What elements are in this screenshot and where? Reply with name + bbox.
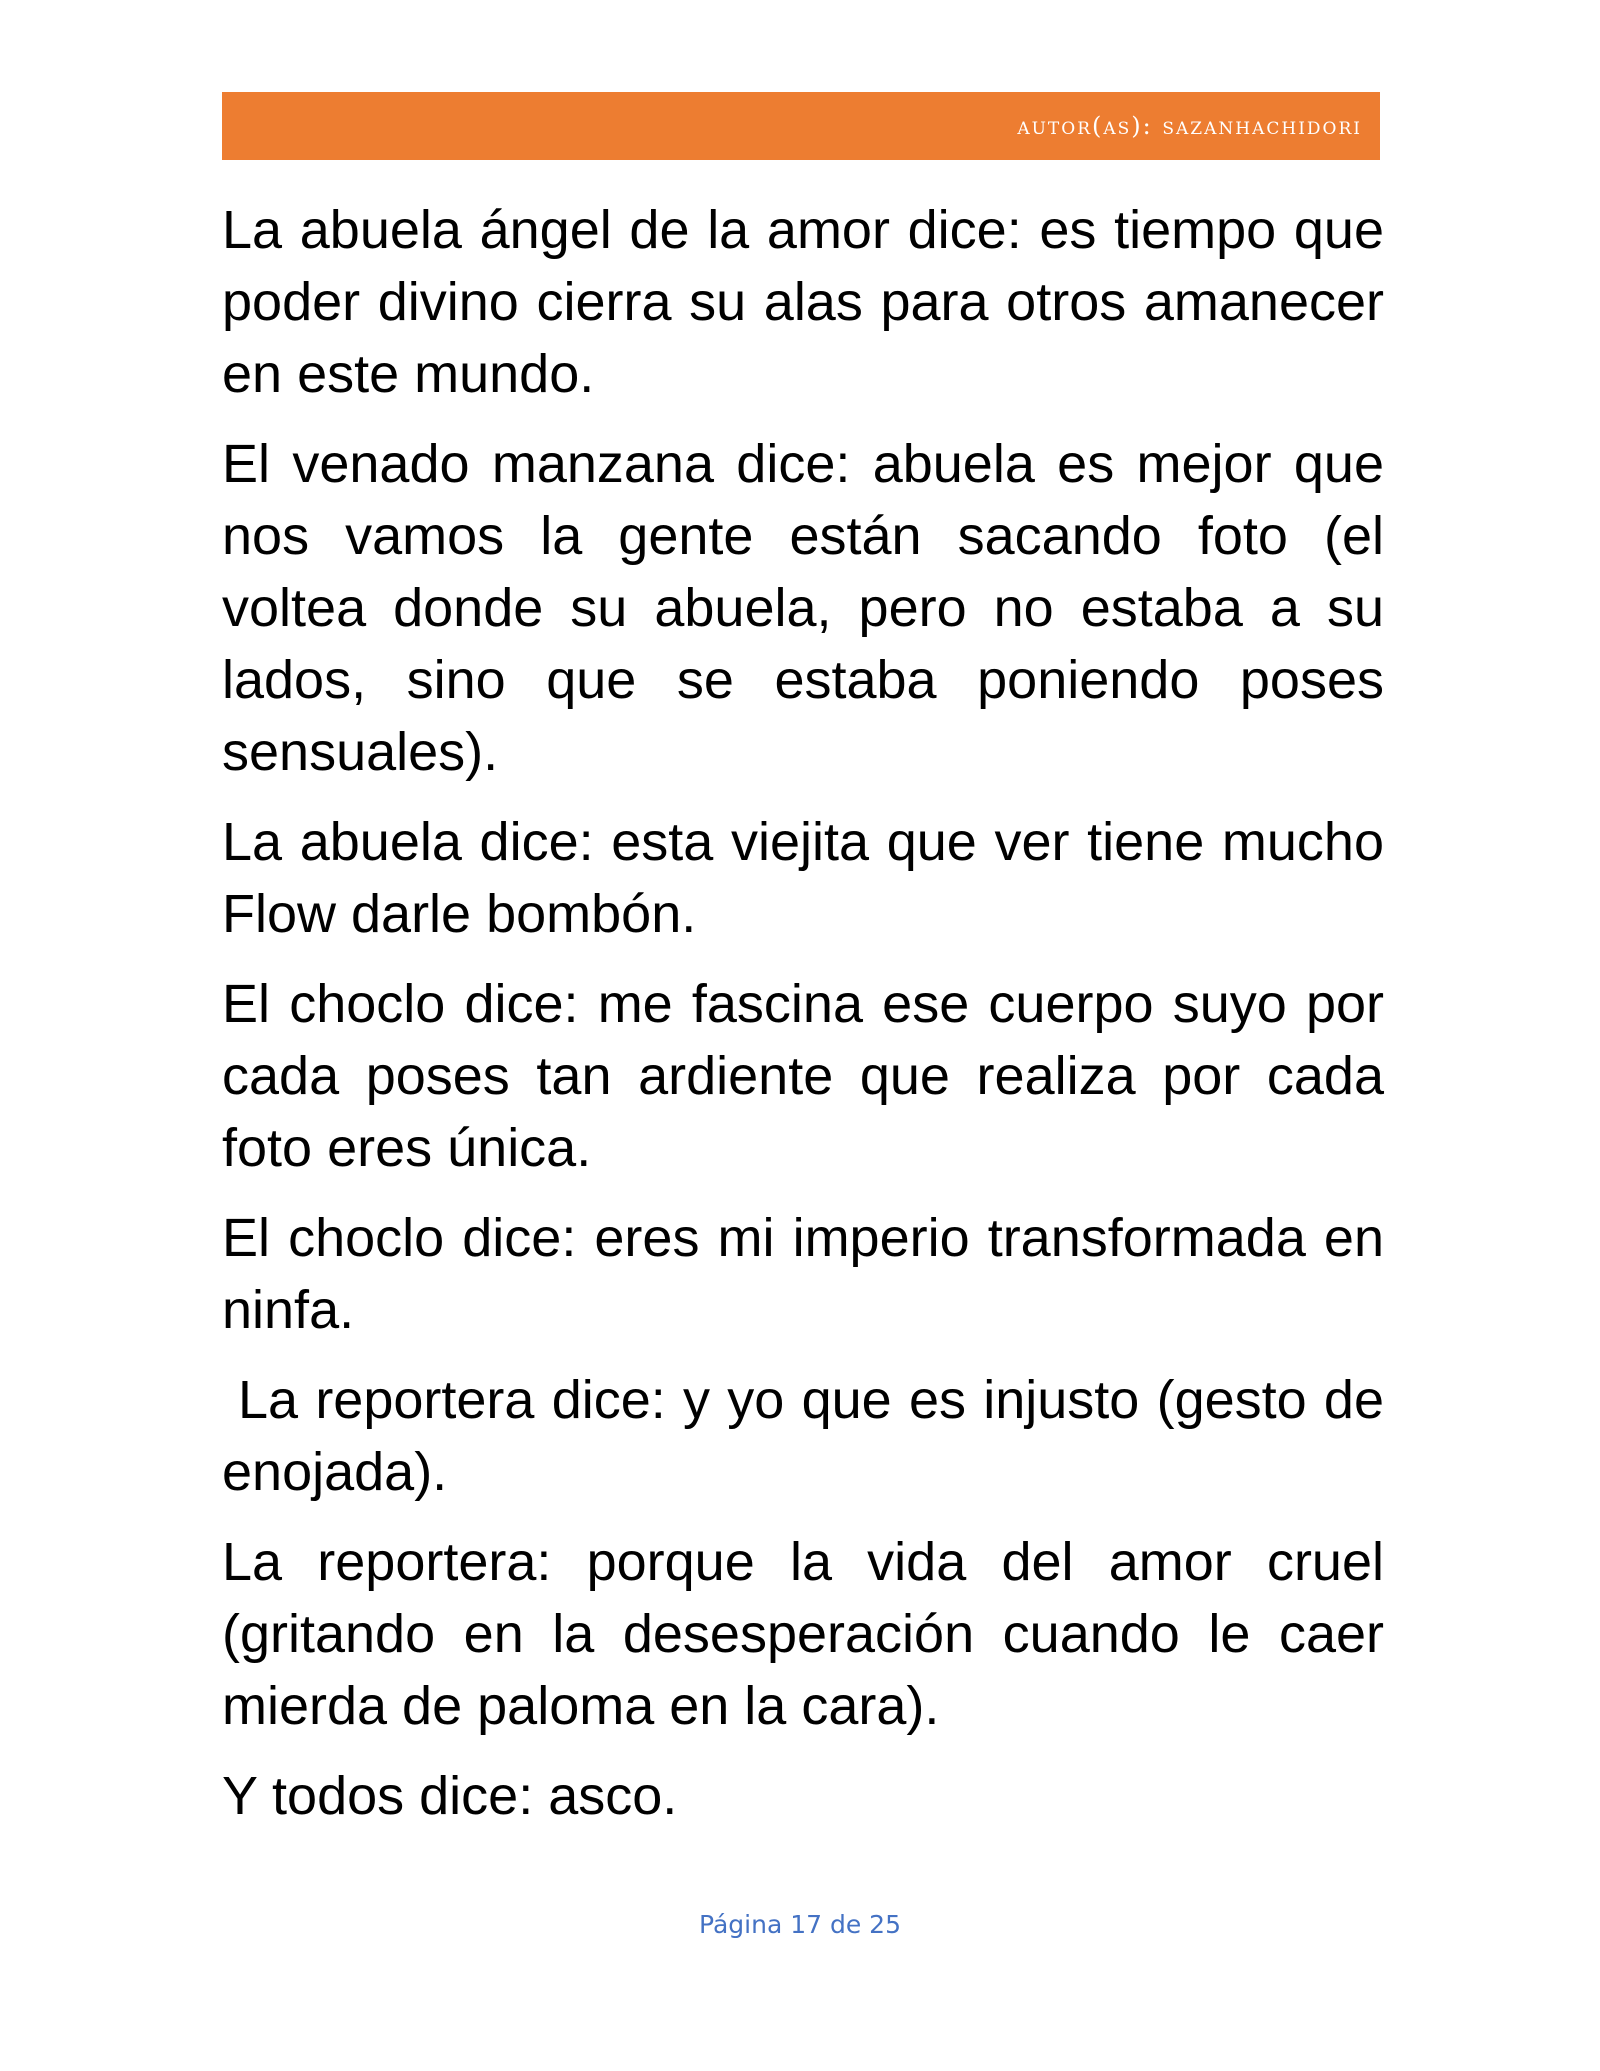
paragraph: El venado manzana dice: abuela es mejor que nos vamos la gente están sacando foto (el voltea donde su abuela, pero no estaba a su lados, sino que se estaba poniendo poses sensuales).	[222, 434, 1384, 782]
paragraph: La abuela dice: esta viejita que ver tiene mucho Flow darle bombón.	[222, 812, 1384, 944]
paragraph: Y todos dice: asco.	[222, 1766, 678, 1826]
paragraph: El choclo dice: eres mi imperio transformada en ninfa.	[222, 1208, 1384, 1340]
document-body	[222, 194, 1384, 1850]
paragraph: La abuela ángel de la amor dice: es tiempo que poder divino cierra su alas para otros amanecer en este mundo.	[222, 200, 1384, 404]
page-number: Página 17 de 25	[699, 1910, 901, 1939]
paragraph: El choclo dice: me fascina ese cuerpo suyo por cada poses tan ardiente que realiza por cada foto eres única.	[222, 974, 1384, 1178]
author-header: autor(as): sazanhachidori	[1017, 112, 1362, 140]
header-bar	[222, 92, 1380, 160]
paragraph: La reportera dice: y yo que es injusto (gesto de enojada).	[222, 1370, 1384, 1502]
paragraph: La reportera: porque la vida del amor cruel (gritando en la desesperación cuando le caer mierda de paloma en la cara).	[222, 1532, 1384, 1736]
